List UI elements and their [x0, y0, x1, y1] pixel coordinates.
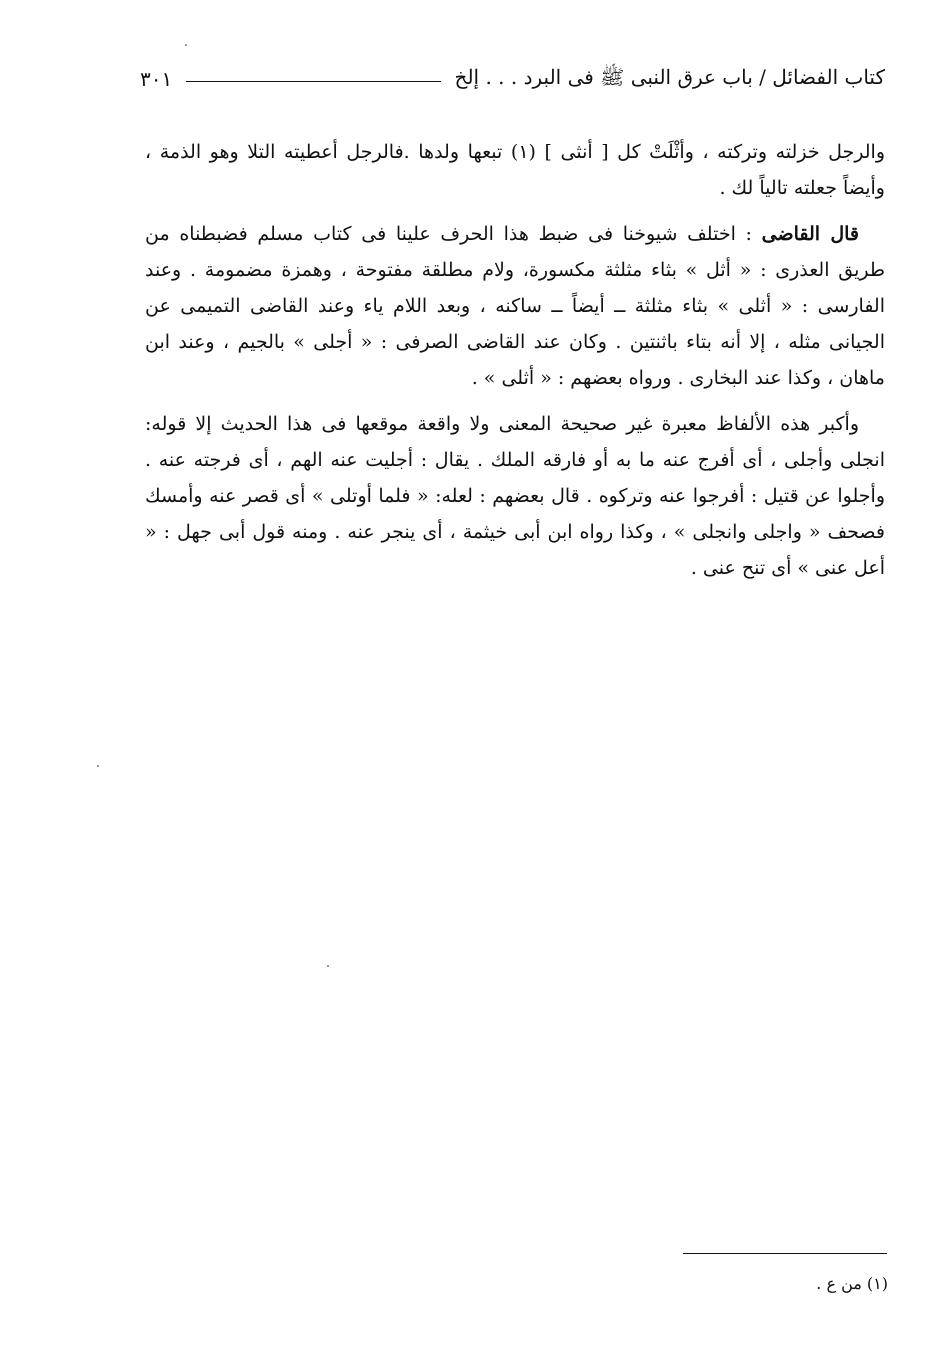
paragraph: [145, 216, 885, 396]
main-text: [145, 134, 885, 596]
footnote-rule: [683, 1253, 887, 1254]
footnote: [600, 1272, 888, 1296]
page-number: ٣٠١: [140, 67, 173, 91]
footnote-text: (١) من ع .: [816, 1274, 888, 1293]
paragraph-lead: قال القاضى: [761, 223, 859, 245]
paragraph: [145, 406, 885, 586]
paragraph-text: : اختلف شيوخنا فى ضبط هذا الحرف علينا فى كتاب مسلم فضبطناه من طريق العذرى : « أثل » بثاء مثلثة مكسورة، ولام مطلقة مفتوحة ، وهمزة مضمومة . وعند الفارسى : « أثلى » بثاء مثلثة ــ أيضاً ــ ساكنه ، وبعد اللام ياء وعند القاضى التميمى عن الجيانى مثله ، إلا أنه بتاء باثنتين . وكان عند القاضى الصرفى : « أجلى » بالجيم ، وعند ابن ماهان ، وكذا عند البخارى . ورواه بعضهم : « أثلى » .: [145, 223, 885, 389]
header-title: كتاب الفضائل / باب عرق النبى ﷺ فى البرد . . . إلخ: [454, 64, 885, 89]
paragraph-text: وأكبر هذه الألفاظ معبرة غير صحيحة المعنى ولا واقعة موقعها فى هذا الحديث إلا قوله: انجلى وأجلى ، أى أفرج عنه ما به أو فارقه الملك . يقال : أجليت عنه الهم ، أى فرجته عنه . وأجلوا عن قتيل : أفرجوا عنه وتركوه . قال بعضهم : لعله: « فلما أوتلى » أى قصر عنه وأمسك فصحف « واجلى وانجلى » ، وكذا رواه ابن أبى خيثمة ، أى ينجر عنه . ومنه قول أبى جهل : « أعل عنى » أى تنح عنى .: [145, 413, 885, 579]
scan-speck: [97, 765, 99, 767]
header-rule: [186, 81, 440, 82]
scan-speck: [185, 44, 187, 46]
paragraph-text: والرجل خزلته وتركته ، وأثْلَتْ كل [ أنثى ] (١) تبعها ولدها .فالرجل أعطيته التلا وهو الذمة ، وأيضاً جعلته تالياً لك .: [145, 141, 885, 199]
paragraph: [145, 134, 885, 206]
scan-speck: [327, 965, 329, 967]
running-header: [140, 62, 885, 96]
